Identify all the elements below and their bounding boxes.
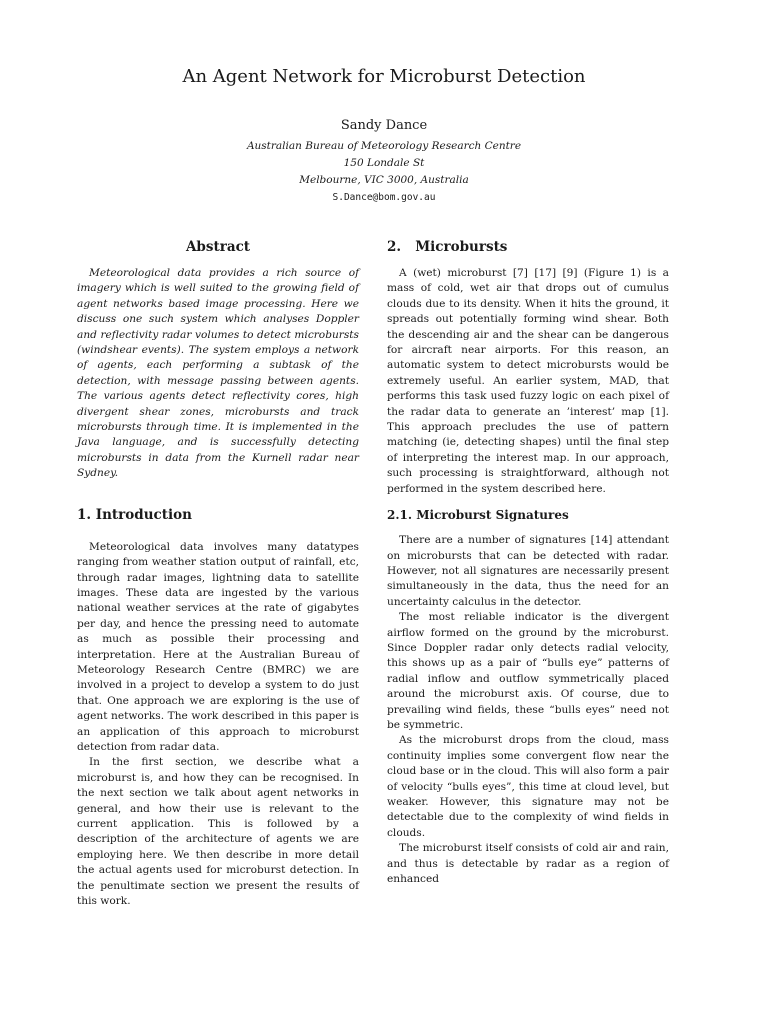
abstract-heading: Abstract	[185, 239, 251, 255]
author-email: S.Dance@bom.gov.au	[332, 192, 436, 203]
paragraph: The microburst itself consists of cold air and rain, and thus is detectable by radar as a region of enhanced	[387, 842, 669, 886]
affiliation-line: 150 Londale St	[343, 157, 425, 169]
paragraph: The most reliable indicator is the divergent airflow formed on the ground by the microburst. Since Doppler radar only detects radial velocity, this shows up as a pair of “bulls eye” patterns of radial inflow and outflow symmetrically placed around the microburst axis. Of course, due to prevailing wind fields, these “bulls eyes” need not be symmetric.	[387, 611, 669, 731]
affiliation-line: Australian Bureau of Meteorology Research Centre	[246, 140, 522, 152]
author-name: Sandy Dance	[340, 118, 428, 133]
paragraph: There are a number of signatures [14] attendant on microbursts that can be detected with radar. However, not all signatures are necessarily present simultaneously in the data, thus the need for an uncertainty calculus in the detector.	[387, 534, 669, 608]
section-heading: 1. Introduction	[77, 506, 192, 523]
right-column	[387, 238, 669, 887]
paragraph: As the microburst drops from the cloud, mass continuity implies some convergent flow near the cloud base or in the cloud. This will also form a pair of velocity “bulls eyes”, this time at cloud level, but weaker. However, this signature may not be detectable due to the complexity of wind fields in clouds.	[387, 734, 669, 839]
subsection-heading: 2.1. Microburst Signatures	[387, 508, 569, 523]
abstract-text: Meteorological data provides a rich source of imagery which is well suited to the growing field of agent networks based image processing. Here we discuss one such system which analyses Doppler and reflectivity radar volumes to detect microbursts (windshear events). The system employs a network of agents, each performing a subtask of the detection, with message passing between agents. The various agents detect reflectivity cores, high divergent shear zones, microbursts and track microbursts through time. It is implemented in the Java language, and is successfully detecting microbursts in data from the Kurnell radar near Sydney.	[77, 267, 359, 480]
affiliation-line: Melbourne, VIC 3000, Australia	[299, 174, 469, 186]
left-column	[77, 238, 359, 909]
paragraph: A (wet) microburst [7] [17] [9] (Figure 1) is a mass of cold, wet air that drops out of cumulus clouds due to its density. When it hits the ground, it spreads out potentially forming wind shear. Both the descending air and the shear can be dangerous for aircraft near airports. For this reason, an automatic system to detect microbursts would be extremely useful. An earlier system, MAD, that performs this task used fuzzy logic on each pixel of the radar data to generate an ’interest’ map [1]. This approach precludes the use of pattern matching (ie, detecting shapes) until the final step of interpreting the interest map. In our approach, such processing is straightforward, although not performed in the system described here.	[387, 267, 669, 495]
section-heading: 2. Microbursts	[387, 239, 508, 255]
paragraph: In the first section, we describe what a microburst is, and how they can be recognised. In the next section we talk about agent networks in general, and how their use is relevant to the current application. This is followed by a description of the architecture of agents we are employing here. We then describe in more detail the actual agents used for microburst detection. In the penultimate section we present the results of this work.	[77, 756, 359, 908]
paragraph: Meteorological data involves many datatypes ranging from weather station output of rainfall, etc, through radar images, lightning data to satellite images. These data are ingested by the various national weather services at the rate of gigabytes per day, and hence the pressing need to automate as much as possible their processing and interpretation. Here at the Australian Bureau of Meteorology Research Centre (BMRC) we are involved in a project to develop a system to do just that. One approach we are exploring is the use of agent networks. The work described in this paper is an application of this approach to microburst detection from radar data.	[77, 540, 359, 753]
paper-title: An Agent Network for Microburst Detection	[182, 66, 586, 87]
